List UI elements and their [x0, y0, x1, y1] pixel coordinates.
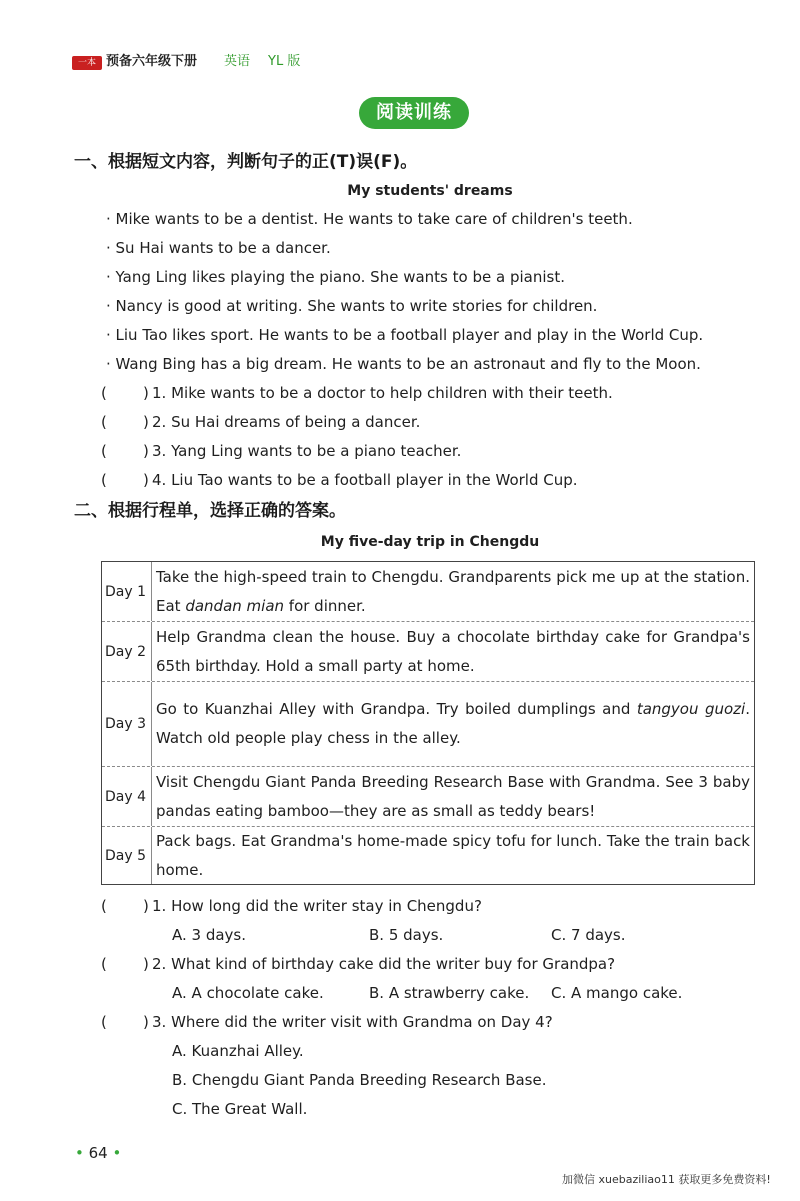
day-description: Visit Chengdu Giant Panda Breeding Research Base with Grandma. See 3 baby pandas eating bamboo—they are as small as teddy bears! — [156, 772, 750, 820]
day-label: Day 3 — [102, 682, 152, 766]
header-subject: 英语 — [224, 54, 251, 69]
answer-blank-close: ) — [143, 384, 149, 402]
passage-line: · Wang Bing has a big dream. He wants to be an astronaut and fly to the Moon. — [106, 355, 701, 373]
answer-blank-close: ) — [143, 471, 149, 489]
table-row — [102, 826, 754, 884]
answer-blank[interactable]: ( — [101, 897, 107, 915]
option-b[interactable]: B. Chengdu Giant Panda Breeding Research Base. — [172, 1071, 547, 1089]
italic-term: tangyou guozi — [636, 700, 746, 718]
answer-blank-close: ) — [143, 413, 149, 431]
header-grade: 预备六年级下册 — [106, 54, 198, 69]
answer-blank-close: ) — [143, 442, 149, 460]
trip-itinerary-table — [101, 561, 755, 885]
option-c[interactable]: C. The Great Wall. — [172, 1100, 308, 1118]
passage-line: · Liu Tao likes sport. He wants to be a football player and play in the World Cup. — [106, 326, 704, 344]
table-row — [102, 766, 754, 826]
italic-term: dandan mian — [185, 596, 285, 615]
mc-question: 2. What kind of birthday cake did the writer buy for Grandpa? — [152, 955, 616, 973]
passage-line: · Nancy is good at writing. She wants to write stories for children. — [106, 297, 598, 315]
mc-question: 3. Where did the writer visit with Grandma on Day 4? — [152, 1013, 553, 1031]
passage-line: · Yang Ling likes playing the piano. She wants to be a pianist. — [106, 268, 565, 286]
day-label: Day 1 — [102, 562, 152, 621]
answer-blank[interactable]: ( — [101, 955, 107, 973]
answer-blank[interactable]: ( — [101, 413, 107, 431]
answer-blank[interactable]: ( — [101, 471, 107, 489]
table-row — [102, 681, 754, 766]
table-row — [102, 621, 754, 681]
answer-blank[interactable]: ( — [101, 1013, 107, 1031]
tf-question: 4. Liu Tao wants to be a football player in the World Cup. — [152, 471, 578, 489]
passage-line: · Su Hai wants to be a dancer. — [106, 239, 331, 257]
table-row — [102, 562, 754, 621]
passage-title: My students' dreams — [347, 183, 513, 199]
section1-title: 一、根据短文内容，判断句子的正(T)误(F)。 — [74, 152, 418, 172]
option-a[interactable]: A. Kuanzhai Alley. — [172, 1042, 304, 1060]
footer-note: 加微信 xuebaziliao11 获取更多免费资料! — [562, 1173, 771, 1186]
option-b[interactable]: B. 5 days. — [369, 926, 444, 944]
tf-question: 2. Su Hai dreams of being a dancer. — [152, 413, 421, 431]
option-c[interactable]: C. 7 days. — [551, 926, 626, 944]
day-label: Day 4 — [102, 767, 152, 826]
passage-line: · Mike wants to be a dentist. He wants to take care of children's teeth. — [106, 210, 633, 228]
table-title: My five-day trip in Chengdu — [320, 534, 540, 550]
answer-blank[interactable]: ( — [101, 384, 107, 402]
day-description: Take the high-speed train to Chengdu. Grandparents pick me up at the station. Eat dandan mian for dinner. — [156, 567, 750, 615]
mc-question: 1. How long did the writer stay in Chengdu? — [152, 897, 482, 915]
option-c[interactable]: C. A mango cake. — [551, 984, 683, 1002]
day-description: Pack bags. Eat Grandma's home-made spicy tofu for lunch. Take the train back home. — [156, 831, 750, 879]
tf-question: 1. Mike wants to be a doctor to help children with their teeth. — [152, 384, 613, 402]
answer-blank-close: ) — [143, 1013, 149, 1031]
day-label: Day 5 — [102, 827, 152, 884]
answer-blank-close: ) — [143, 897, 149, 915]
answer-blank-close: ) — [143, 955, 149, 973]
tf-question: 3. Yang Ling wants to be a piano teacher. — [152, 442, 462, 460]
option-b[interactable]: B. A strawberry cake. — [369, 984, 530, 1002]
option-a[interactable]: A. A chocolate cake. — [172, 984, 324, 1002]
section2-title: 二、根据行程单，选择正确的答案。 — [74, 501, 346, 521]
answer-blank[interactable]: ( — [101, 442, 107, 460]
day-label: Day 2 — [102, 622, 152, 681]
page-number: • 64 • — [75, 1144, 122, 1162]
header-version: YL 版 — [268, 54, 301, 69]
option-a[interactable]: A. 3 days. — [172, 926, 247, 944]
section-banner: 阅读训练 — [359, 97, 469, 129]
day-description: Go to Kuanzhai Alley with Grandpa. Try boiled dumplings and tangyou guozi. Watch old people play chess in the alley. — [156, 700, 750, 747]
publisher-logo: 一本 — [72, 56, 102, 70]
day-description: Help Grandma clean the house. Buy a chocolate birthday cake for Grandpa's 65th birthday. Hold a small party at home. — [156, 627, 750, 675]
